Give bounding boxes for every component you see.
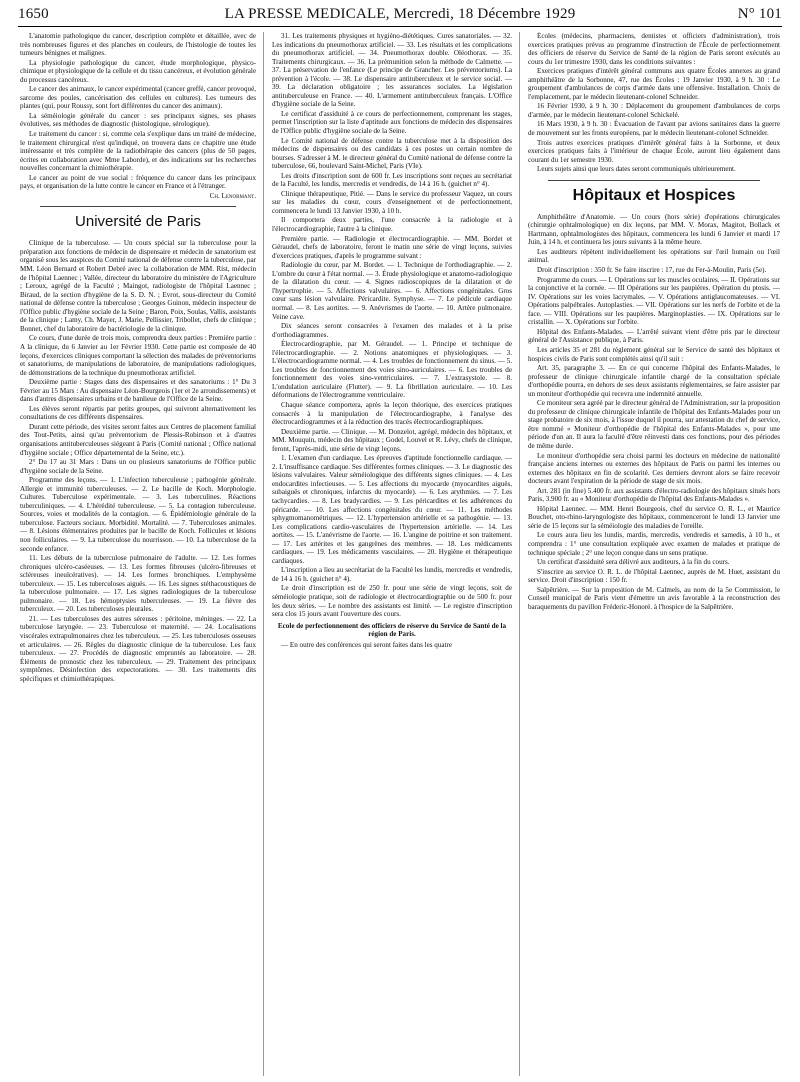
paragraph: Droit d'inscription : 350 fr. Se faire inscrire : 17, rue du Fer-à-Moulin, Paris (5e). <box>537 266 767 275</box>
paragraph: 16 Février 1930, à 9 h. 30 : Déplacement du groupement d'ambulances de corps d'armée, par le médecin lieutenant-colonel Schickelé. <box>528 102 780 119</box>
paragraph: Art. 281 (in fine) 5.400 fr. aux assistants d'électro-radiologie des hôpitaux situés hors Paris, 3.900 fr. au « Moniteur d'orthopédie de l'hôpital des Enfants-Malades ». <box>528 486 780 504</box>
section-divider <box>40 206 236 207</box>
paragraph: Les articles 35 et 281 du règlement général sur le Service de santé des hôpitaux et hospices civils de Paris sont complétés ainsi qu'il suit : <box>528 345 780 363</box>
paragraph: Clinique de la tuberculose. — Un cours spécial sur la tuberculose pour la préparation aux fonctions de médecin de dispensaire et médecin de sanatorium est organisé sous les auspices du Comité national de défense contre la tuberculose, par MM. Léon Bernard et Robert Debré avec la collaboration de MM. Rist, médecin de l'hôpital Laennec ; Vallée, directeur du laboratoire du ministère de l'Agriculture ; Leroux, agrégé de la Faculté ; Maingot, radiologiste de l'hôpital Laennec ; Biraud, de la section d'hygiène de la S. D. N. ; Evrot, sous-directeur du Comité national de défense contre la tuberculose ; Georges Guinon, médecin inspecteur de l'Office public d'hygiène sociale de la Seine ; Baron, Poix, Soulas, Vallis, assistants de la clinique ; Lamy, Ch. Mayer, J. Marie, Pellissier, Tribollet, chefs de clinique ; Bonnet, chef du laboratoire de bactériologie de la clinique. <box>20 239 256 333</box>
paragraph: Hôpital Laennec. — MM. Henri Bourgeois, chef du service O. R. L., et Maurice Bouchet, oto-rhino-laryngologiste des hôpitaux, commenceront le lundi 13 Janvier une série de 15 leçons sur la séméiologie des maladies de l'oreille. <box>528 504 780 530</box>
paragraph: Le cancer des animaux, le cancer expérimental (cancer greffé, cancer provoqué, sarcome des poules, cancérisation des cellules en cultures). Les tumeurs des plantes (qui, pour Roussy, sont fort différentes du cancer des animaux). <box>20 85 256 111</box>
column-divider <box>263 32 264 1076</box>
section-title-hopitaux: Hôpitaux et Hospices <box>572 186 736 204</box>
paragraph: 11. Les débuts de la tuberculose pulmonaire de l'adulte. — 12. Les formes chroniques ulcéro-caséeuses. — 13. Les formes fibreuses (ulcéro-fibreuses et scléreuses ineulcératives). — 14. Les formes bronchiques. L'emphysème tuberculeux. — 15. Les tuberculoses aiguës. — 16. Les signes stéthacoustiques de la tuberculose pulmonaire. — 17. Les signes radiologiques de la tuberculose pulmonaire. — 18. Les hémoptysies tuberculeuses. — 19. La fièvre des tuberculeux. — 20. Les tuberculoses pleurales. <box>20 554 256 614</box>
tuberculose-continued <box>272 32 512 189</box>
column-divider <box>519 32 520 1076</box>
paragraph: Clinique thérapeutique, Pitié. — Dans le service du professeur Vaquez, un cours sur les maladies du cœur, cours d'enseignement et de perfectionnement, commencera le lundi 13 Janvier 1930, à 10 h. <box>272 189 512 215</box>
paragraph: Le moniteur d'orthopédie sera choisi parmi les docteurs en médecine de nationalité française anciens internes ou externes des hôpitaux de Paris ou parmi les internes ou externes des hôpitaux en fin de scolarité. Ces derniers devront alors se faire recevoir docteurs avant l'expiration de la période de stage de six mois. <box>528 451 780 486</box>
paragraph: La séméiologie générale du cancer : ses principaux signes, ses phases évolutives, ses méthodes de diagnostic (histologique, sérologique). <box>20 111 256 129</box>
issue-number: N° 101 <box>737 6 782 22</box>
author-signature: Ch. Lenormant. <box>209 191 256 200</box>
column-1 <box>20 32 256 1076</box>
paragraph: Un certificat d'assiduité sera délivré aux auditeurs, à la fin du cours. <box>537 558 730 567</box>
paragraph: Durant cette période, des visites seront faites aux Centres de placement familial des Tout-Petits, ainsi qu'au préventorium de Plessis-Robinson et à d'autres organisations antituberculeuses siégeant à Paris (Comité national ; Office national d'hygiène sociale ; Office départemental de la Seine, etc.). <box>20 422 256 457</box>
tuberculose-article <box>20 239 256 683</box>
paragraph: Il comportera deux parties, l'une consacrée à la radiologie et à l'électrocardiographie, l'autre à la clinique. <box>272 216 512 234</box>
paragraph: 31. Les traitements physiques et hygiéno-diététiques. Cures sanatoriales. — 32. Les indications du pneumothorax artificiel. — 33. Les résultats et les complications du pneumothorax artificiel. — 34. Pneumothorax double. Oléothorax. — 35. Traitements chirurgicaux. — 36. La prémunition selon la méthode de Calmette. — 37. La préservation de l'enfance (Le principe de Grancher. Les préventoriums). La prévention à l'école. — 38. Le dispensaire antituberculeux et le service social. — 39. La déclaration obligatoire ; les assurances sociales. La législation antituberculeuse en France. — 40. L'armement antituberculeux français. L'Office d'hygiène sociale de la Seine. <box>272 32 512 109</box>
laennec-article <box>528 505 780 585</box>
paragraph: 1. L'examen d'un cardiaque. Les épreuves d'aptitude fonctionnelle cardiaque. — 2. L'insuffisance cardiaque. Ses différentes formes cliniques. — 3. Le diagnostic des lésions valvulaires. Valeur séméiologique des différents signes cliniques. — 4. Les endocardites infectieuses. — 5. Les affections du myocarde (myocardites aiguës, subaiguës et chroniques, infarctus du myocarde). — 6. Les arythmies. — 7. Les tachycardies. — 8. Les bradycardies. — 9. Les péricardites et les adhérences du péricarde. — 10. Les affections congénitales du cœur. — 11. Les méthodes sphygmomanométriques. — 12. L'hypertension artérielle et sa pathogénie. — 13. Les complications cardio-vasculaires de l'hypertension artérielle. — 14. Les aortites. — 15. L'anévrisme de l'aorte. — 16. L'angine de poitrine et son traitement. — 17. Les artérites et les gangrènes des membres. — 18. Les médicaments cardiaques. — 19. Les médicaments vasculaires. — 20. Hygiène et thérapeutique cardiaques. <box>272 454 512 565</box>
paragraph: 21. — Les tuberculoses des autres séreuses : péritoine, méninges. — 22. La tuberculose laryngée. — 23. Tuberculose et maternité. — 24. Localisations viscérales extrapulmonaires chez les tuberculeux. — 25. Les tuberculoses osseuses et articulaires. — 26. Règles du diagnostic clinique de la tuberculose. Les faux tuberculeux. — 27. Procédés de diagnostic empruntés au laboratoire. — 28. Éléments de pronostic chez les tuberculeux. — 29. Traitement des principaux symptômes. Désinfection des expectorations. — 30. Les traitements dits spécifiques et chimiothérapiques. <box>20 614 256 683</box>
paragraph: Les auditeurs répètent individuellement les opérations sur l'œil humain ou l'œil animal. <box>528 247 780 265</box>
paragraph: — En outre des conférences qui seront faites dans les quatre <box>281 640 452 649</box>
paragraph: L'inscription a lieu au secrétariat de la Faculté les lundis, mercredis et vendredis, de 14 à 16 h. (guichet n° 4). <box>272 566 512 583</box>
page-number: 1650 <box>18 6 49 22</box>
paragraph: Art. 35, paragraphe 3. — En ce qui concerne l'hôpital des Enfants-Malades, le professeur de clinique chirurgicale infantile chargé de la consultation spéciale d'orthopédie pourra, en dehors de ses deux assistants réglementaires, se faire assister par un moniteur d'orthopédie qui recevra une indemnité annuelle. <box>528 364 780 398</box>
paragraph: Deuxième partie. — Clinique. — M. Donzelot, agrégé, médecin des hôpitaux, et MM. Mouquin, médecin des hôpitaux ; Godel, Louvel et R. Lévy, chefs de clinique, feront, l'après-midi, une série de vingt leçons. <box>272 427 512 453</box>
paragraph: Radiologie du cœur, par M. Bordet. — 1. Technique de l'orthodiagraphie. — 2. L'ombre du cœur à l'état normal. — 3. Étude physiologique et anatomo-radiologique de la dilatation du cœur. — 4. Signes radioscopiques de la dilatation et de l'hypertrophie. — 5. Affections valvulaires. — 6. Affections congénitales. Gros cœur sans lésion valvulaire. Péricardite. Symphyse. — 7. Le pédicule cardiaque normal. — 8. Les aortites. — 9. Anévrismes de l'aorte. — 10. Artère pulmonaire. Veine cave. <box>272 261 512 321</box>
paragraph: La physiologie pathologique du cancer, étude morphologique, physico-chimique et physiologique de la cellule et du tissu cancéreux, et évolution générale du processus cancéreux. <box>20 58 256 84</box>
paragraph: 2° Du 17 au 31 Mars : Dans un ou plusieurs sanatoriums de l'Office public d'hygiène sociale de la Seine. <box>20 458 256 475</box>
cancer-review <box>20 32 256 200</box>
paragraph: Les élèves seront répartis par petits groupes, qui suivront alternativement les consultations de ces différents dispensaires. <box>20 404 256 422</box>
paragraph: Programme du cours. — I. Opérations sur les muscles oculaires. — II. Opérations sur la conjonctive et la cornée. — III Opérations sur les paupières. Opération du ptosis. — IV. Opérations sur les voies lacrymales. — V. Opérations antiglaucomateuses. — VI. Opérations palpébrales. Autoplasties. — VII. Opérations sur les nerfs de l'orbite et de la face. — VIII. Opérations sur les paupières. Marginoplasties. — IX. Opérations sur le cristallin. — X. Opérations sur l'orbite. <box>528 275 780 327</box>
paragraph: Le traitement du cancer : si, comme cela s'explique dans un traité de médecine, le traitement chirurgical n'est qu'indiqué, on trouvera dans ce chapitre une étude intéressante et très complète de la radiothérapie des cancers (plus de 50 pages, écrites en collaboration avec Mme Laborde), et des indications sur les recherches nouvelles concernant la chimiothérapie. <box>20 130 256 173</box>
paragraph: Dix séances seront consacrées à l'examen des malades et à la prise d'orthodiagrammes. <box>272 322 512 339</box>
paragraph: Première partie. — Radiologie et électrocardiographie. — MM. Bordet et Géraudel, chefs de laboratoire, feront le matin une série de vingt leçons, suivies d'exercices pratiques, d'après le programme suivant : <box>272 234 512 260</box>
paragraph: Ce cours, d'une durée de trois mois, comprendra deux parties : Première partie : A la clinique, du 6 Janvier au 1er Février 1930. Cette partie est composée de 40 leçons, d'exercices cliniques comportant la sélection des malades de préventoriums et sanatoriums, de manipulations de laboratoire, de manipulations radiologiques, de démonstrations de la technique du pneumothorax artificiel. <box>20 334 256 377</box>
page-header <box>18 4 782 27</box>
paragraph: Le cours aura lieu les lundis, mardis, mercredis, vendredis et samedis, à 10 h., et comprendra : 1° une consultation expliquée avec examen de malades et pratique de technique spéciale ; 2° une leçon conque dans un sens pratique. <box>528 531 780 557</box>
paragraph: Le droit d'inscription est de 250 fr. pour une série de vingt leçons, soit de séméiologie pratique, soit de radiologie et électrocardiographie ou de 500 fr. pour les deux séries. — Le nombre des assistants est limité. — Le registre d'inscription sera clos 15 jours avant l'ouverture des cours. <box>272 584 512 619</box>
paragraph: Chaque séance comportera, après la leçon théorique, des exercices pratiques consacrés à la manipulation de l'électrocardiographe, à l'analyse des électrocardiogrammes et à la réduction des tracés électrocardiographiques. <box>272 400 512 427</box>
paragraph: Amphithéâtre d'Anatomie. — Un cours (hors série) d'opérations chirurgicales (chirurgie ophtalmologique) en dix leçons, par MM. V. Morax, Magitot, Bollack et Hartmann, ophtalmologistes des hôpitaux, commencera les lundi 6 Janvier et mardi 17 Juin, à 14 h. et continuera les jours suivants à la même heure. <box>528 212 780 247</box>
ecole-continued <box>528 32 780 174</box>
paragraph: Leurs sujets ainsi que leurs dates seront communiqués ultérieurement. <box>537 165 736 174</box>
paragraph: Hôpital des Enfants-Malades. — L'arrêté suivant vient d'être pris par le directeur général de l'Assistance publique, à Paris. <box>528 327 780 345</box>
paragraph: Le cancer au point de vue social : fréquence du cancer dans les principaux pays, et organisation de la lutte contre le cancer en France et à l'étranger. <box>20 173 256 191</box>
enfants-malades-article <box>528 328 780 504</box>
salpetriere-article <box>528 586 780 612</box>
therapeutique-article <box>272 190 512 619</box>
paragraph: Électrocardiographie, par M. Géraudel. — 1. Principe et technique de l'électrocardiographie. — 2. Notions anatomiques et physiologiques. — 3. L'électrocardiogramme normal. — 4. Les troubles de fonctionnement du sinus. — 5. Les troubles de fonctionnement des voies sino-auriculaires. — 6. Les troubles de fonctionnement des voies sino-ventriculaires. — 7. L'extrasystole. — 8. L'ondulation auriculaire (Flutter). — 9. La fibrillation auriculaire. — 10. Les déformations de l'électrogramme ventriculaire. <box>272 340 512 400</box>
paragraph: Le Comité national de défense contre la tuberculose met à la disposition des médecins de dispensaires ou des candidats à ces postes un certain nombre de bourses. S'adresser à M. le directeur général du Comité national de défense contre la tuberculose, 66, boulevard Saint-Michel, Paris (VIe). <box>272 136 512 171</box>
paragraph: S'inscrire au service O. R. L. de l'hôpital Laennec, auprès de M. Huet, assistant du service. Droit d'inscription : 150 fr. <box>528 567 780 585</box>
section-title-universite: Université de Paris <box>75 213 201 231</box>
paragraph: Écoles (médecins, pharmaciens, dentistes et officiers d'administration), trois exercices pratiques prévus au programme d'instruction de l'École de perfectionnement des officiers de réserve du Service de Santé de la région de Paris seront exécutés au cours du 1er trimestre 1930, dans les conditions suivantes : <box>528 32 780 66</box>
ecole-heading: Ecole de perfectionnement des officiers de réserve du Service de Santé de la région de Paris. <box>277 621 507 639</box>
paragraph: Ce moniteur sera agréé par le directeur général de l'Administration, sur la proposition du professeur de clinique chirurgicale infantile de l'hôpital des Enfants-Malades pour un stage probatoire de six mois, à l'issue duquel il pourra, sur attestation du chef de service, être nommé « Moniteur d'orthopédie de l'hôpital des Enfants-Malades », pour une période d'un an. Il aura la faculté d'être réinvesti dans ces fonctions, pour des périodes de même durée. <box>528 399 780 450</box>
paragraph: Trois autres exercices pratiques d'intérêt général faits à la Sorbonne, et deux exercices pratiques faits à l'intérieur de chaque École, auront lieu également dans courant du 1er semestre 1930. <box>528 138 780 164</box>
paragraph: Programme des leçons. — 1. L'infection tuberculeuse ; pathogénie générale. Allergie et immunité tuberculeuses. — 2. Le bacille de Koch. Morphologie. Cultures. Tuberculose expérimentale. — 3. Les tuberculines. Réactions tuberculiniques. — 4. L'hérédité tuberculeuse. — 5. La contagion tuberculeuse. Sources, voies et modalités de la contagion. — 6. Épidémiologie générale de la tuberculose. Facteurs sociaux. Morbidité. Mortalité. — 7. Tuberculoses animales. — 8. Lésions élémentaires produites par le bacille de Koch. Follicules et lésions non folliculaires. — 9. La tuberculose du nourrisson. — 10. La tuberculose de la seconde enfance. <box>20 476 256 553</box>
paragraph: Salpêtrière. — Sur la proposition de M. Calmels, au nom de la 5e Commission, le Conseil municipal de Paris vient d'émettre un avis favorable à la reconstruction des baraquements du pavillon Fréderic-Honoré. à l'hospice de la Salpêtrière. <box>528 585 780 611</box>
paragraph: Les droits d'inscription sont de 600 fr. Les inscriptions sont reçues au secrétariat de la Faculté, les lundis, mercredis et vendredis, de 14 à 16 h. (guichet n° 4). <box>272 171 512 189</box>
paragraph: Le certificat d'assiduité à ce cours de perfectionnement, comprenant les stages, permet l'inscription sur la liste d'aptitude aux fonctions de médecin des dispensaires de l'Office public d'hygiène sociale de la Seine. <box>272 109 512 136</box>
anatomie-article <box>528 213 780 327</box>
paragraph: 16 Mars 1930, à 9 h. 30 : Évacuation de l'avant par avions sanitaires dans la guerre de mouvement sur les fronts européens, par le médecin lieutenant-colonel Schneider. <box>528 120 780 138</box>
column-3 <box>528 32 780 1076</box>
paragraph: L'anatomie pathologique du cancer, description complète et détaillée, avec de très nombreuses figures et des planches en couleurs, de l'histologie de toutes les tumeurs bénignes et malignes. <box>20 32 256 58</box>
column-2 <box>272 32 512 1076</box>
section-divider <box>548 180 760 181</box>
journal-title: LA PRESSE MEDICALE, Mercredi, 18 Décembre 1929 <box>224 6 576 22</box>
paragraph: Deuxième partie : Stages dans des dispensaires et des sanatoriums : 1° Du 3 Février au 15 Mars : Au dispensaire Léon-Bourgeois (1er et 2e arrondissements) et dans d'autres dispensaires urbains et de banlieue de l'Office de la Seine. <box>20 378 256 404</box>
paragraph: Exercices pratiques d'intérêt général communs aux quatre Écoles annexes au grand amphithéâtre de la Sorbonne, 47, rue des Écoles : 19 Janvier 1930, à 9 h. 30 : Le groupement d'ambulances de corps d'armée dans une offensive. Installation. Choix de l'emplacement, par le médecin lieutenant-colonel Schneider. <box>528 67 780 101</box>
